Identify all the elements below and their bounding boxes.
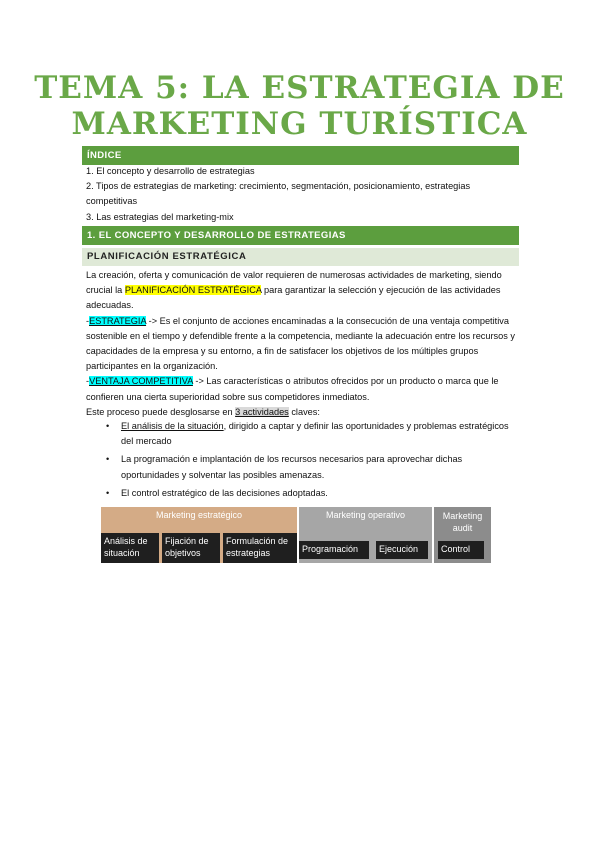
box-analisis-situacion: Análisis de situación [101, 533, 159, 563]
highlight-actividades: 3 actividades [235, 406, 289, 417]
list-item: • El análisis de la situación, dirigido a captar y definir las oportunidades y problemas estratégicos del mercado [106, 421, 509, 447]
activities-list [106, 419, 518, 504]
title-line-1: TEMA 5: LA ESTRATEGIA DE [34, 70, 565, 106]
section-1-body [86, 268, 518, 420]
bullet-icon: • [106, 487, 110, 498]
paragraph-planning: La creación, oferta y comunicación de valor requieren de numerosas actividades de marketing, siendo crucial la PLANIFICACIÓN ESTRATÉGICA para garantizar la selección y ejecución de las actividades adecuadas. [86, 270, 502, 311]
bullet-icon: • [106, 421, 110, 431]
box-programacion: Programación [299, 541, 369, 559]
list-item: • La programación e implantación de los recursos necesarios para aprovechar dichas oportunidades y solventar las posibles amenazas. [106, 454, 463, 480]
group-marketing-audit: Marketing audit [434, 507, 491, 563]
highlight-estrategia: ESTRATEGIA [89, 315, 147, 326]
bullet-icon: • [106, 454, 110, 465]
section-1-heading: 1. EL CONCEPTO Y DESARROLLO DE ESTRATEGIAS [82, 226, 519, 245]
group-marketing-estrategico: Marketing estratégico [101, 507, 297, 533]
box-control: Control [438, 541, 484, 559]
section-1-subheading: PLANIFICACIÓN ESTRATÉGICA [82, 248, 519, 266]
document-title [0, 70, 599, 142]
index-item: 3. Las estrategias del marketing-mix [86, 211, 234, 222]
box-ejecucion: Ejecución [376, 541, 428, 559]
box-fijacion-objetivos: Fijación de objetivos [162, 533, 220, 563]
list-item: • El control estratégico de las decisiones adoptadas. [106, 486, 518, 501]
index-heading: ÍNDICE [82, 146, 519, 165]
paragraph-proceso: Este proceso puede desglosarse en 3 actividades claves: [86, 406, 320, 417]
marketing-process-diagram [101, 507, 491, 563]
box-formulacion-estrategias: Formulación de estrategias [223, 533, 297, 563]
highlight-planificacion: PLANIFICACIÓN ESTRATÉGICA [124, 285, 262, 296]
paragraph-estrategia: -ESTRATEGIA -> Es el conjunto de acciones encaminadas a la consecución de una ventaja competitiva sostenible en el tiempo y defendible frente a la competencia, mediante la adecuación entre los recursos y capacidades de la empresa y su entorno, a fin de satisfacer los objetivos de los múltiples grupos participantes en la organización. [86, 315, 516, 372]
index-list [86, 164, 518, 225]
index-item: 1. El concepto y desarrollo de estrategias [86, 166, 255, 176]
highlight-ventaja: VENTAJA COMPETITIVA [89, 376, 193, 387]
index-item: 2. Tipos de estrategias de marketing: crecimiento, segmentación, posicionamiento, estrategias competitivas [86, 181, 471, 207]
paragraph-ventaja: -VENTAJA COMPETITIVA -> Las características o atributos ofrecidos por un producto o marca que le confieren una cierta superioridad sobre sus competidores inmediatos. [86, 376, 499, 402]
title-line-2: MARKETING TURÍSTICA [71, 106, 528, 142]
group-marketing-operativo: Marketing operativo [299, 507, 432, 533]
